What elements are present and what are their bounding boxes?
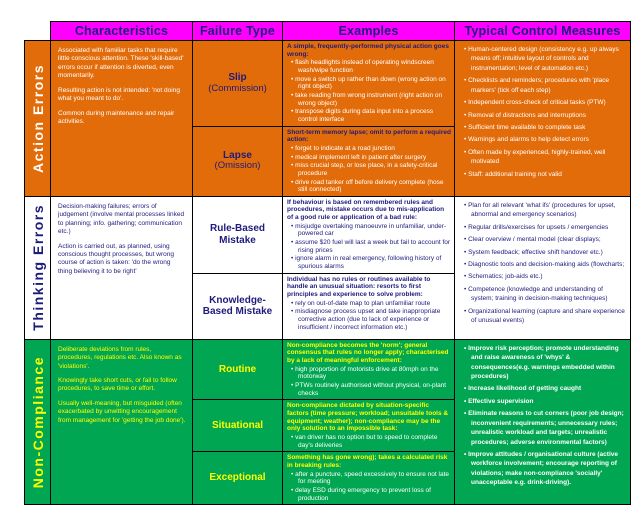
examples-list: [287, 471, 451, 503]
bullet-item: • Schematics; job-aids etc.): [464, 272, 626, 281]
bullet-item: • move a switch up rather than down (wrong action on right object): [291, 76, 451, 91]
bullet-item: • Eliminate reasons to cut corners (poor job design; inconvenient requirements; unnecessary rules; unrealistic workload and targets; unrealistic procedures; adverse environmental factors): [464, 409, 626, 447]
paragraph: Deliberate deviations from rules, procedures, regulations etc. Also known as 'violations'.: [58, 345, 182, 370]
failure-types-sheet: [24, 21, 631, 505]
bullet-item: • Sufficient time available to complete task: [464, 123, 626, 132]
control-measures-action-errors: [455, 41, 631, 197]
bullet-item: • delay ESD during emergency to prevent loss of production: [291, 487, 451, 502]
section-label-thinking-errors: [25, 196, 51, 339]
row-slip: [25, 41, 631, 127]
examples-list: [287, 145, 451, 194]
bullet-item: • ignore alarm in real emergency, following history of spurious alarms: [291, 255, 451, 270]
examples-lapse: [283, 126, 455, 196]
row-routine: [25, 339, 631, 400]
examples-header: Short-term memory lapse; omit to perform a required action:: [287, 128, 451, 144]
failure-type-slip: [193, 41, 283, 127]
bullet-item: • miss crucial step, or lose place, in a safety-critical procedure: [291, 162, 451, 177]
control-measures-list: [460, 45, 626, 179]
failure-type-name: Rule-Based Mistake: [209, 223, 265, 246]
examples-list: [287, 59, 451, 123]
failure-type-exceptional: [193, 452, 283, 505]
examples-knowledge-based-mistake: [283, 273, 455, 339]
paragraph: Usually well-meaning, but misguided (often exacerbated by unwitting encouragement from management for 'getting the job done').: [58, 399, 186, 424]
bullet-item: • Often made by experienced, highly-trained, well motivated: [464, 148, 626, 167]
bullet-item: • transpose digits during data input into a process control interface: [291, 108, 451, 123]
paragraph: Action is carried out, as planned, using conscious thought processes, but wrong course of action is taken: 'do the wrong thing believing it to be right': [58, 242, 174, 275]
bullet-item: • rely on out-of-date map to plan unfamiliar route: [291, 300, 451, 308]
failure-type-lapse: [193, 126, 283, 196]
bullet-item: • drive road tanker off before delivery complete (hose still connected): [291, 179, 451, 194]
bullet-item: • Warnings and alarms to help detect errors: [464, 135, 626, 144]
bullet-item: • Removal of distractions and interruptions: [464, 111, 626, 120]
examples-list: [287, 366, 451, 398]
bullet-item: • PTWs routinely authorised without physical, on-plant checks: [291, 382, 451, 397]
bullet-item: • forget to indicate at a road junction: [291, 145, 451, 153]
human-failure-types-table: [24, 21, 631, 505]
examples-slip: [283, 41, 455, 127]
bullet-item: • medical implement left in patient after surgery: [291, 154, 451, 162]
characteristics-action-errors: [51, 41, 193, 197]
bullet-item: • Clear overview / mental model (clear displays;: [464, 235, 626, 244]
bullet-item: • Competence (knowledge and understanding of system; training in decision-making techniques): [464, 285, 626, 304]
bullet-item: • van driver has no option but to speed to complete day's deliveries: [291, 434, 451, 449]
characteristics-text: [58, 47, 186, 127]
bullet-item: • Checklists and reminders; procedures with 'place markers' (tick off each step): [464, 76, 626, 95]
control-measures-list: [460, 201, 626, 326]
examples-header: Something has gone wrong); takes a calculated risk in breaking rules:: [287, 454, 448, 469]
bullet-item: • Increase likelihood of getting caught: [464, 384, 626, 393]
bullet-item: • flash headlights instead of operating windscreen wash/wipe function: [291, 59, 451, 74]
examples-list: [287, 434, 451, 449]
bullet-item: • take reading from wrong instrument (right action on wrong object): [291, 92, 451, 107]
failure-type-routine: [193, 339, 283, 400]
bullet-item: • Regular drills/exercises for upsets / emergencies: [464, 223, 626, 232]
examples-header: Non-compliance becomes the 'norm'; general consensus that rules no longer apply; characterised by a lack of meaningful enforcement:: [287, 341, 449, 365]
failure-type-name: Situational: [211, 420, 264, 432]
examples-routine: [283, 339, 455, 400]
examples-list: [287, 300, 451, 332]
bullet-item: • Effective supervision: [464, 397, 626, 406]
examples-exceptional: [283, 452, 455, 505]
paragraph: Resulting action is not intended: 'not doing what you meant to do'.: [58, 86, 180, 103]
characteristics-text: [58, 346, 186, 426]
bullet-item: • high proportion of motorists drive at 80mph on the motorway: [291, 366, 451, 381]
header-examples: Examples: [283, 22, 455, 41]
control-measures-list: [460, 344, 626, 488]
failure-type-name: Routine: [218, 363, 257, 375]
bullet-item: • Organizational learning (capture and share experience of unusual events): [464, 307, 626, 326]
bullet-item: • Independent cross-check of critical tasks (PTW): [464, 98, 626, 107]
examples-header: Individual has no rules or routines available to handle an unusual situation: resorts to first principles and experience to solve problem:: [287, 275, 431, 299]
section-label-action-errors: [25, 41, 51, 197]
section-label-text: Thinking Errors: [29, 204, 46, 332]
failure-type-knowledge-based-mistake: [193, 273, 283, 339]
header-row: [25, 22, 631, 41]
failure-type-name: Exceptional: [209, 472, 266, 484]
bullet-item: • Plan for all relevant 'what ifs' (procedures for upset, abnormal and emergency scenarios): [464, 201, 626, 220]
characteristics-text: [58, 203, 186, 277]
failure-type-qualifier: (Omission): [214, 160, 261, 172]
bullet-item: • Diagnostic tools and decision-making aids (flowcharts;: [464, 260, 626, 269]
bullet-item: • assume $20 fuel will last a week but fail to account for rising prices: [291, 239, 451, 254]
failure-type-name: Slip: [228, 72, 247, 84]
bullet-item: • Improve attitudes / organisational culture (active workforce involvement; encourage reporting of violations; make non-compliance 'socially' unacceptable e.g. drink-driving).: [464, 450, 626, 488]
section-label-text: Non-Compliance: [29, 355, 46, 489]
header-failure-type: Failure Type: [193, 22, 283, 41]
paragraph: Decision-making failures; errors of judgement (involve mental processes linked to planning; info. gathering; communication etc.): [58, 202, 185, 236]
bullet-item: • Staff: additional training not valid: [464, 170, 626, 179]
examples-list: [287, 223, 451, 271]
examples-header: Non-compliance dictated by situation-specific factors (time pressure; workload; unsuitable tools & equipment; weather); non-compliance may be the only solution to an impossible task:: [287, 402, 449, 433]
header-control-measures: Typical Control Measures: [455, 22, 631, 41]
characteristics-thinking-errors: [51, 196, 193, 339]
failure-type-rule-based-mistake: [193, 196, 283, 273]
paragraph: Common during maintenance and repair activities.: [58, 109, 175, 126]
bullet-item: • after a puncture, speed excessively to ensure not late for meeting: [291, 471, 451, 486]
bullet-item: • Improve risk perception; promote understanding and raise awareness of 'whys' & consequences(e.g. warnings embedded within procedures): [464, 344, 626, 382]
control-measures-thinking-errors: [455, 196, 631, 339]
examples-header: A simple, frequently-performed physical action goes wrong:: [287, 43, 449, 58]
section-label-text: Action Errors: [29, 63, 46, 173]
paragraph: Knowingly take short cuts, or fail to follow procedures, to save time or effort.: [58, 377, 177, 393]
examples-situational: [283, 400, 455, 452]
row-rule-based-mistake: [25, 196, 631, 273]
bullet-item: • Human-centered design (consistency e.g. up always means off; intuitive layout of controls and instrumentation; level of automation etc.): [464, 45, 626, 73]
bullet-item: • misdiagnose process upset and take inappropriate corrective action (due to lack of experience or insufficient / incorrect information etc.): [291, 308, 451, 331]
paragraph: Associated with familiar tasks that require little conscious attention. These 'skill-based' errors occur if attention is diverted, even momentarily.: [58, 47, 184, 80]
header-corner-cell: [25, 22, 51, 41]
failure-type-name: Knowledge-Based Mistake: [202, 294, 273, 318]
examples-header: If behaviour is based on remembered rules and procedures, mistake occurs due to mis-application of a good rule or application of a bad rule:: [287, 198, 445, 222]
header-characteristics: Characteristics: [51, 22, 193, 41]
failure-type-name: Lapse: [223, 149, 252, 161]
examples-rule-based-mistake: [283, 196, 455, 273]
failure-type-qualifier: (Commission): [208, 82, 267, 94]
bullet-item: • misjudge overtaking manoeuvre in unfamiliar, under-powered car: [291, 223, 451, 238]
bullet-item: • System feedback; effective shift handover etc.): [464, 248, 626, 257]
failure-type-situational: [193, 400, 283, 452]
